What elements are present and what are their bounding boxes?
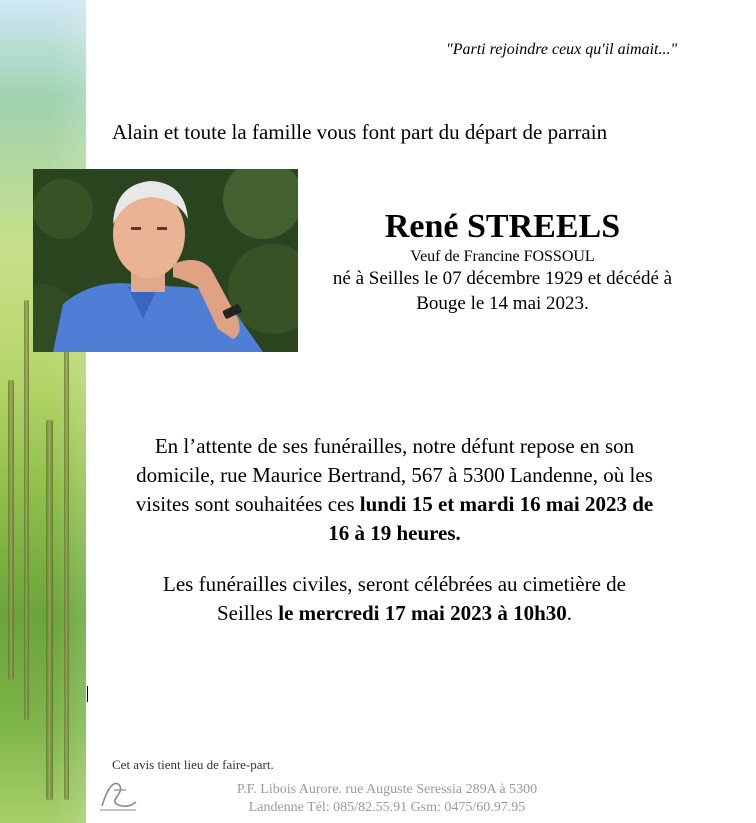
tree-trunk [64,340,69,800]
tree-trunk [24,300,29,720]
visitation-line-3-plain: visites sont souhaitées ces [135,492,360,516]
funeral-paragraph [92,570,697,628]
text-cursor [87,686,88,702]
deceased-name: René STREELS [384,208,621,245]
birth-death-line-1: né à Seilles le 07 décembre 1929 et décédé à [332,268,673,289]
funeral-line-2-end: . [566,601,572,625]
footer-line-1: P.F. Libois Aurore. rue Auguste Seressia 289A à 5300 [236,782,538,797]
birth-death-line-2: Bouge le 14 mai 2023. [416,293,589,314]
forest-background-strip [0,0,86,823]
faire-part-note: Cet avis tient lieu de faire-part. [112,757,274,772]
funeral-line-2 [92,599,697,628]
funeral-line-2-plain: Seilles [216,601,279,625]
visitation-hours-bold: 16 à 19 heures. [328,521,461,545]
spouse-line: Veuf de Francine FOSSOUL [410,248,595,265]
tree-trunk [8,380,14,680]
announcement-intro: Alain et toute la famille vous font part du départ de parrain [112,120,608,144]
visitation-line-3 [92,490,697,519]
funeral-home-contact [212,781,562,817]
visitation-paragraph [92,432,697,548]
funeral-home-logo [96,776,140,814]
deceased-info [305,206,700,316]
visitation-line-2: domicile, rue Maurice Bertrand, 567 à 5300 Landenne, où les [136,463,653,487]
visitation-dates-bold: lundi 15 et mardi 16 mai 2023 de [359,492,654,516]
portrait-photo [33,169,298,352]
epigraph-quote: "Parti rejoindre ceux qu'il aimait..." [446,41,678,58]
visitation-line-1: En l’attente de ses funérailles, notre défunt repose en son [154,434,635,458]
footer-line-2: Landenne Tél: 085/82.55.91 Gsm: 0475/60.97.95 [248,800,526,815]
tree-trunk [46,420,53,800]
funeral-date-bold: le mercredi 17 mai 2023 à 10h30 [278,601,567,625]
funeral-line-1: Les funérailles civiles, seront célébrées au cimetière de [163,572,626,596]
portrait-illustration [33,169,298,352]
visitation-line-4 [92,519,697,548]
